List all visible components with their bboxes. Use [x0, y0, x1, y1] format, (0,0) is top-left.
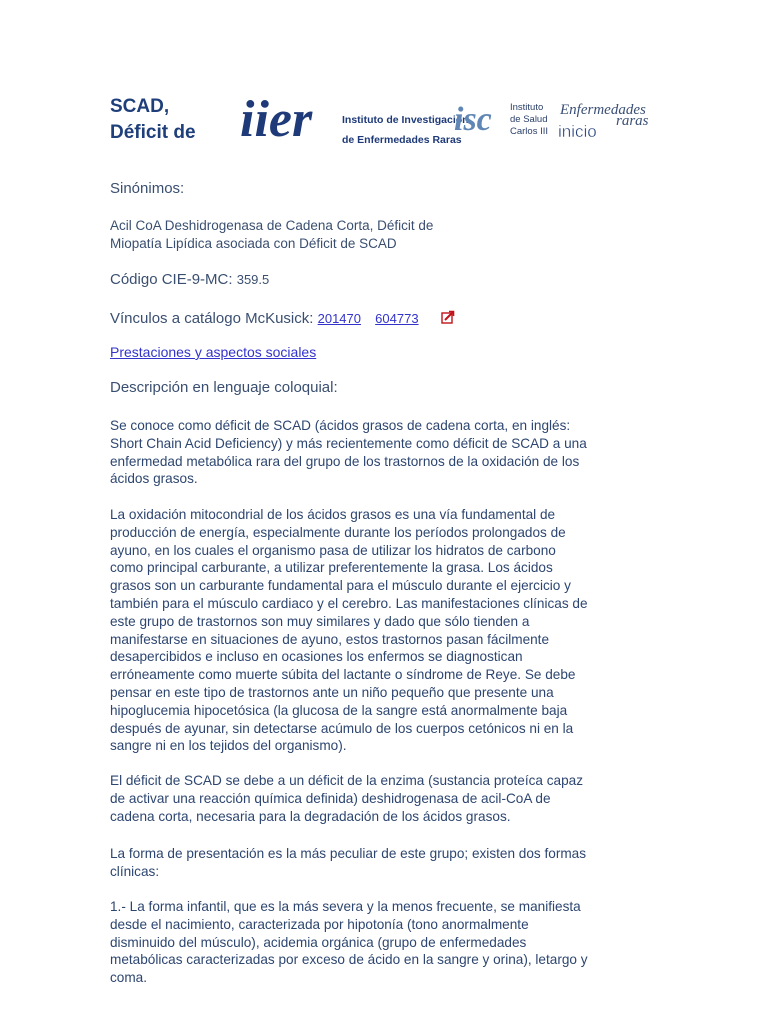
paragraph-line: este grupo de trastornos son muy similares y dado que sólo tienden a [110, 613, 530, 629]
paragraph-line: disminuido del músculo), acidemia orgánica (grupo de enfermedades [110, 934, 527, 950]
synonyms-label: Sinónimos: [110, 180, 185, 197]
prestaciones-link[interactable]: Prestaciones y aspectos sociales [110, 344, 317, 360]
mckusick-link-201470[interactable]: 201470 [317, 311, 361, 326]
description-paragraph-5 [110, 898, 670, 987]
code-label: Código CIE-9-MC: [110, 271, 233, 288]
paragraph-line: como principal carburante, a utilizar preferentemente la grasa. Los ácidos [110, 560, 553, 576]
code-value: 359.5 [236, 272, 270, 287]
paragraph-line: clínicas: [110, 863, 160, 879]
paragraph-line: La forma de presentación es la más peculiar de este grupo; existen dos formas [110, 846, 587, 861]
code-row [110, 271, 269, 288]
er-logo-word-1: Enfermedades [560, 102, 646, 118]
title-line-2: Déficit de [110, 122, 196, 143]
iier-logo-text-2: de Enfermedades Raras [342, 134, 462, 146]
paragraph-line: Short Chain Acid Deficiency) y más recientemente como déficit de SCAD a una [110, 435, 587, 451]
paragraph-line: 1.- La forma infantil, que es la más severa y la menos frecuente, se manifiesta [110, 899, 581, 914]
paragraph-line: coma. [110, 970, 148, 986]
pdf-icon[interactable] [441, 310, 455, 324]
paragraph-line: enfermedad metabólica rara del grupo de los trastornos de la oxidación de los [110, 453, 580, 469]
paragraph-line: desde el nacimiento, caracterizada por hipotonía (tono anormalmente [110, 916, 529, 932]
paragraph-line: después de ayunar, sin detectarse acúmulo de los cuerpos cetónicos ni en la [110, 720, 574, 736]
description-heading: Descripción en lenguaje coloquial: [110, 379, 338, 396]
paragraph-line: pensar en este tipo de trastornos ante un niño pequeño que presente una [110, 684, 554, 700]
mckusick-link-604773[interactable]: 604773 [375, 311, 419, 326]
er-logo-word-3: inicio [558, 122, 597, 141]
synonym-line: Acil CoA Deshidrogenasa de Cadena Corta, Déficit de [110, 218, 434, 233]
prestaciones-row [110, 344, 316, 360]
isc-logo-text-3: Carlos III [510, 126, 549, 137]
page-title [110, 94, 196, 146]
isc-logo-mark: isc [454, 101, 492, 138]
paragraph-line: también para el músculo cardiaco y el cerebro. Las manifestaciones clínicas de [110, 595, 588, 611]
description-paragraph-4 [110, 845, 670, 881]
iier-logo-mark: iier [240, 91, 313, 148]
synonym-line: Miopatía Lipídica asociada con Déficit de SCAD [110, 236, 397, 251]
mckusick-row [110, 310, 455, 327]
description-paragraph-3 [110, 772, 670, 825]
paragraph-line: metabólicas caracterizadas por exceso de ácido en la sangre y orina), letargo y [110, 952, 588, 968]
iier-logo[interactable] [238, 88, 469, 148]
paragraph-line: ácidos grasos. [110, 471, 198, 487]
paragraph-line: producción de energía, especialmente durante los períodos prolongados de [110, 524, 566, 540]
paragraph-line: grasos son un carburante fundamental para el músculo durante el ejercicio y [110, 578, 571, 594]
paragraph-line: La oxidación mitocondrial de los ácidos grasos es una vía fundamental de [110, 507, 556, 522]
paragraph-line: hipoglucemia hipocetósica (la glucosa de la sangre está anormalmente baja [110, 702, 568, 718]
paragraph-line: El déficit de SCAD se debe a un déficit de la enzima (sustancia proteíca capaz [110, 773, 584, 788]
description-paragraph-2 [110, 506, 670, 755]
isc-logo-text-2: de Salud [510, 114, 548, 125]
paragraph-line: cadena corta, necesaria para la degradación de los ácidos grasos. [110, 808, 511, 824]
enfermedades-raras-inicio-link[interactable] [556, 98, 660, 140]
mckusick-label: Vínculos a catálogo McKusick: [110, 310, 314, 327]
paragraph-line: ayuno, en los cuales el organismo pasa de utilizar los hidratos de carbono [110, 542, 556, 558]
paragraph-line: sangre ni en los tejidos del organismo). [110, 738, 347, 754]
synonyms-list [110, 217, 433, 253]
isc-logo-text-1: Instituto [510, 102, 544, 113]
paragraph-line: de activar una reacción química definida) deshidrogenasa de acil-CoA de [110, 790, 551, 806]
paragraph-line: manifestarse en situaciones de ayuno, estos trastornos pasan fácilmente [110, 631, 550, 647]
description-paragraph-1 [110, 417, 670, 488]
iier-logo-text-1: Instituto de Investigación [342, 114, 469, 126]
paragraph-line: Se conoce como déficit de SCAD (ácidos grasos de cadena corta, en inglés: [110, 418, 571, 433]
paragraph-line: desapercibidos e incluso en ocasiones los enfermos se diagnostican [110, 649, 523, 665]
isciii-logo[interactable] [454, 98, 556, 138]
paragraph-line: erróneamente como muerte súbita del lactante o síndrome de Reye. Se debe [110, 667, 576, 683]
title-line-1: SCAD, [110, 96, 170, 117]
er-logo-word-2: raras [616, 113, 649, 129]
